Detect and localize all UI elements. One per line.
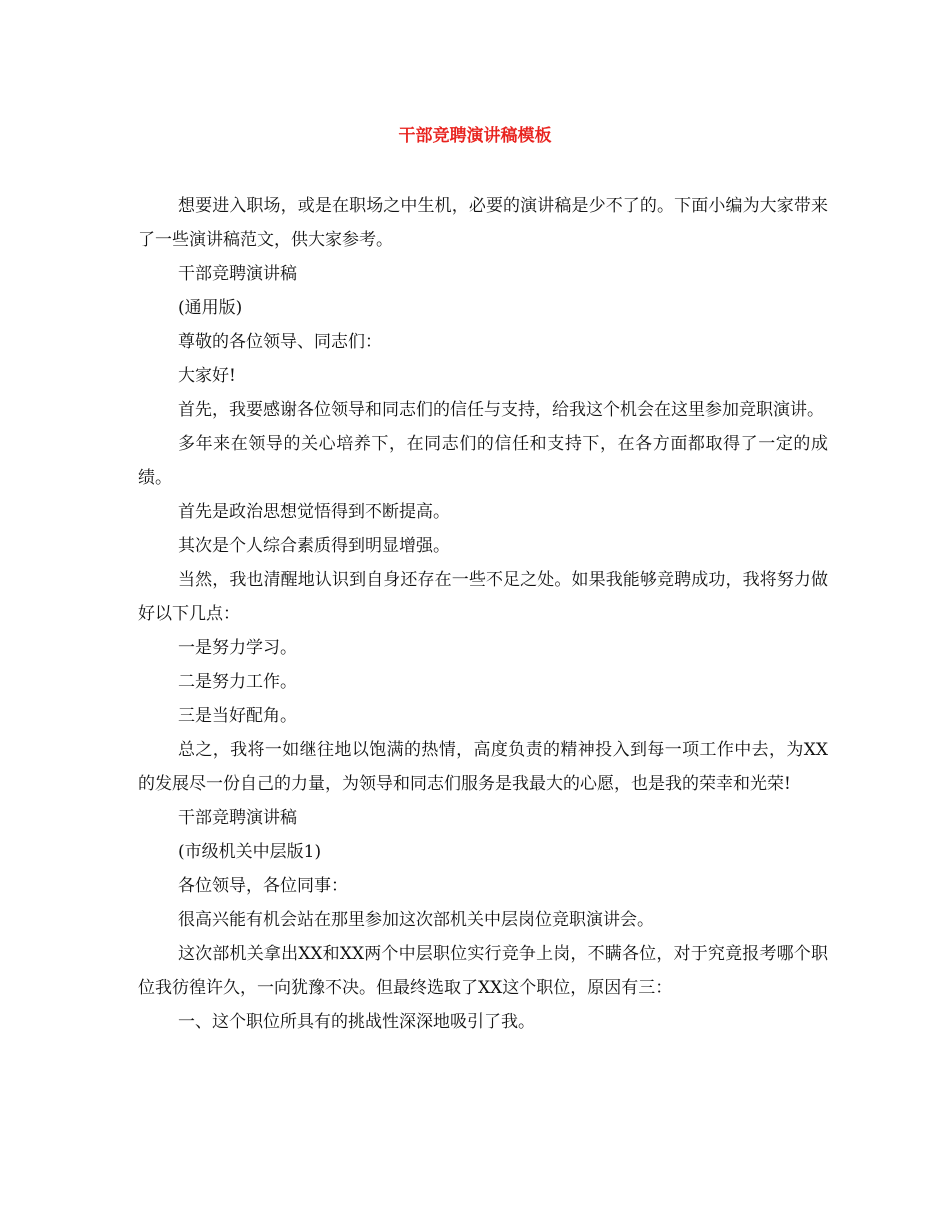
paragraph: 尊敬的各位领导、同志们： [178,332,382,352]
paragraph: 各位领导，各位同事： [178,876,348,896]
paragraph: 二是努力工作。 [178,672,297,692]
paragraph: 三是当好配角。 [178,706,297,726]
document-body [138,189,828,1039]
paragraph: 大家好! [178,366,236,386]
paragraph: 干部竞聘演讲稿 [178,808,297,828]
paragraph: 一、这个职位所具有的挑战性深深地吸引了我。 [178,1012,535,1032]
paragraph: 干部竞聘演讲稿 [178,264,297,284]
paragraph: (市级机关中层版1) [178,842,322,862]
paragraph: 想要进入职场，或是在职场之中生机，必要的演讲稿是少不了的。下面小编为大家带来了一些演讲稿范文，供大家参考。 [138,196,828,250]
document-title: 干部竞聘演讲稿模板 [398,126,552,146]
paragraph: 一是努力学习。 [178,638,297,658]
paragraph: 总之，我将一如继往地以饱满的热情，高度负责的精神投入到每一项工作中去，为XX的发展尽一份自己的力量，为领导和同志们服务是我最大的心愿，也是我的荣幸和光荣! [138,740,828,794]
paragraph: 很高兴能有机会站在那里参加这次部机关中层岗位竞职演讲会。 [178,910,654,930]
paragraph: 首先，我要感谢各位领导和同志们的信任与支持，给我这个机会在这里参加竞职演讲。 [178,400,824,420]
paragraph: 当然，我也清醒地认识到自身还存在一些不足之处。如果我能够竞聘成功，我将努力做好以下几点： [138,570,828,624]
paragraph: 多年来在领导的关心培养下，在同志们的信任和支持下，在各方面都取得了一定的成绩。 [138,434,828,488]
paragraph: 首先是政治思想觉悟得到不断提高。 [178,502,450,522]
paragraph: 这次部机关拿出XX和XX两个中层职位实行竞争上岗，不瞒各位，对于究竟报考哪个职位我彷徨许久，一向犹豫不决。但最终选取了XX这个职位，原因有三： [138,944,828,998]
paragraph: 其次是个人综合素质得到明显增强。 [178,536,450,556]
paragraph: (通用版) [178,298,243,318]
